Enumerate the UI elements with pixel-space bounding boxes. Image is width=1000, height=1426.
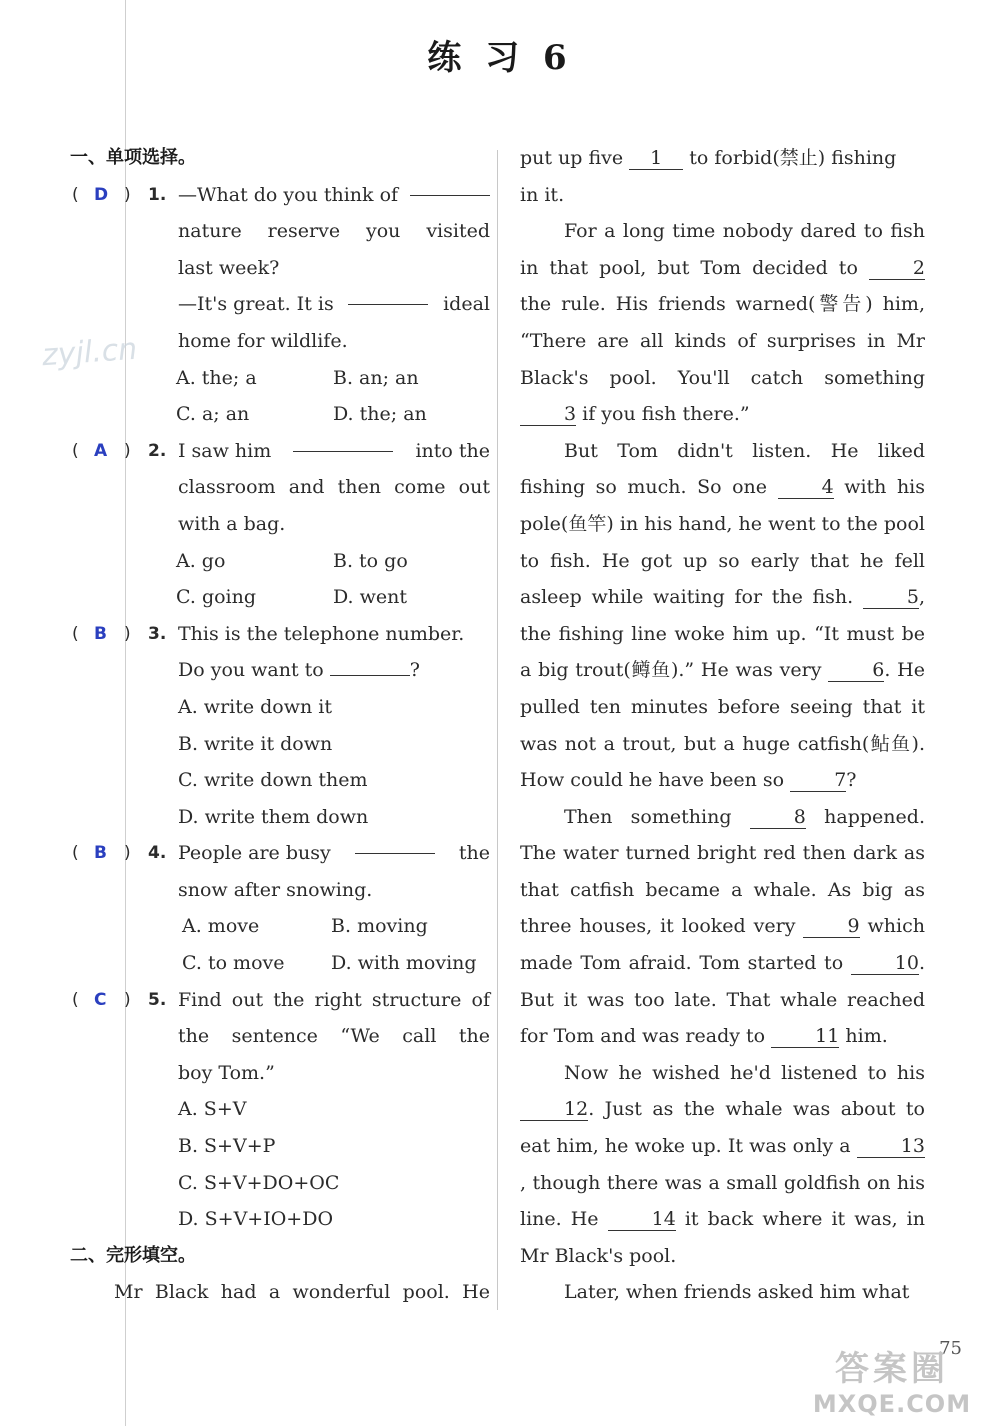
options-row <box>70 579 490 616</box>
question-text: People are busy <box>178 842 331 865</box>
section-heading-choice: 一、单项选择。 <box>70 147 196 168</box>
option-b: B. write it down <box>178 732 333 755</box>
passage-text: which made Tom afraid. Tom started to <box>520 915 925 975</box>
cloze-intro: Mr Black had a wonderful pool. He <box>114 1281 490 1304</box>
column-divider <box>497 150 498 1310</box>
option-d: D. S+V+IO+DO <box>178 1208 334 1231</box>
question-text: last week? <box>178 256 280 279</box>
cloze-blank: 9 <box>803 915 859 938</box>
option-b: B. moving <box>331 915 428 938</box>
answer-letter: C <box>94 989 107 1010</box>
cloze-blank: 3 <box>520 403 576 426</box>
question-3: ( B ) 3. This is the telephone number. Do you want to ? A. write down it B. write it down C. write down them D. write them down <box>70 616 490 836</box>
option-b: B. an; an <box>333 366 419 389</box>
question-text: —What do you think of <box>178 183 399 206</box>
option-d: D. went <box>333 586 408 609</box>
option-a: A. S+V <box>178 1098 247 1121</box>
cloze-blank: 5 <box>863 586 919 609</box>
left-column <box>70 140 490 1311</box>
watermark-logo-en: MXQE.COM <box>812 1390 972 1418</box>
question-text: into the <box>415 439 490 462</box>
question-text: —It's great. It is <box>178 293 334 316</box>
cloze-blank: 13 <box>857 1135 925 1158</box>
option-b: B. to go <box>333 549 408 572</box>
passage-text: . But it was too late. That whale reached for Tom and was ready to <box>520 952 925 1048</box>
cloze-blank: 2 <box>869 257 925 280</box>
option-a: A. write down it <box>178 695 332 718</box>
answer-blank <box>355 835 435 854</box>
passage-text: the rule. His friends warned(警告) him, “There are all kinds of surprises in Mr Black's pool. You'll catch something <box>520 293 925 389</box>
passage-text: happened. The water turned bright red then dark as that catfish became a whale. As big as three houses, it looked very <box>520 805 925 938</box>
question-text: This is the telephone number. <box>178 622 465 645</box>
option-d: D. the; an <box>333 403 427 426</box>
section-heading-cloze: 二、完形填空。 <box>70 1244 196 1266</box>
question-text: ? <box>409 659 420 682</box>
question-text: Find out the right structure of <box>178 988 490 1011</box>
answer-blank <box>348 286 428 305</box>
options-row <box>70 396 490 433</box>
passage-text: put up five <box>520 147 624 169</box>
question-4: ( B ) 4. People are busy the snow after snowing. <box>70 835 490 908</box>
watermark-logo <box>802 1341 982 1418</box>
answer-letter: D <box>94 184 109 205</box>
passage-text: , the fishing line woke him up. “It must be a big trout(鳟鱼).” He was very <box>520 586 925 682</box>
options-row <box>70 360 490 397</box>
options-row <box>70 945 490 982</box>
question-number: 4. <box>148 843 167 864</box>
question-text: I saw him <box>178 439 272 462</box>
passage-text: it back where it was, in Mr Black's pool. <box>520 1208 925 1267</box>
question-text: ideal <box>443 293 490 316</box>
question-number: 2. <box>148 440 167 461</box>
watermark-left: zyjl.cn <box>40 331 139 374</box>
passage-text: . He pulled ten minutes before seeing that it was not a trout, but a huge catfish(鲇鱼). How could he have been so <box>520 659 925 792</box>
question-text: snow after snowing. <box>178 878 373 901</box>
passage-text: to forbid(禁止) fishing <box>689 147 897 169</box>
answer-blank <box>293 433 393 452</box>
passage-text: if you fish there.” <box>582 403 750 426</box>
question-text: with a bag. <box>178 512 286 535</box>
option-d: D. with moving <box>331 952 477 975</box>
passage-text: Later, when friends asked him what <box>564 1281 910 1304</box>
cloze-blank: 4 <box>778 476 834 499</box>
option-a: A. go <box>176 549 226 572</box>
question-1: ( D ) 1. —What do you think of nature reserve you visited last week? —It's great. It is ideal home for wildlife. <box>70 177 490 360</box>
passage-paragraph <box>520 213 925 433</box>
cloze-blank: 11 <box>771 1025 839 1048</box>
passage-text: ? <box>846 769 857 792</box>
answer-letter: B <box>94 843 107 864</box>
answer-letter: A <box>94 440 108 461</box>
passage-paragraph <box>520 1055 925 1275</box>
question-number: 5. <box>148 989 167 1010</box>
passage-text: But Tom didn't listen. He liked fishing so much. So one <box>520 439 925 499</box>
passage-text: with his pole(鱼竿) in his hand, he went to the pool to fish. He got up so early that he fell asleep while waiting for the fish. <box>520 476 926 609</box>
question-number: 3. <box>148 623 167 644</box>
option-a: A. the; a <box>176 366 257 389</box>
options-row <box>70 908 490 945</box>
question-text: nature reserve you visited <box>178 220 490 243</box>
answer-blank <box>410 177 490 196</box>
option-c: C. to move <box>182 952 285 975</box>
option-b: B. S+V+P <box>178 1135 276 1158</box>
option-c: C. write down them <box>178 769 368 792</box>
question-text: Do you want to <box>178 659 324 682</box>
question-text: home for wildlife. <box>178 329 348 352</box>
option-c: C. a; an <box>176 403 250 426</box>
passage-text: , though there was a small goldfish on his line. He <box>520 1171 925 1231</box>
page-title: 练 习 6 <box>427 38 573 78</box>
question-text: boy Tom.” <box>178 1061 275 1084</box>
passage-paragraph <box>520 1274 925 1311</box>
passage-text: Then something <box>564 805 732 828</box>
right-column <box>520 140 925 1311</box>
passage-text: in it. <box>520 183 565 206</box>
cloze-blank: 7 <box>790 769 846 792</box>
question-text: the sentence “We call the <box>178 1025 490 1048</box>
passage-text: him. <box>845 1025 888 1048</box>
option-c: C. S+V+DO+OC <box>178 1171 340 1194</box>
question-number: 1. <box>148 184 167 205</box>
option-c: C. going <box>176 586 257 609</box>
passage-paragraph <box>520 799 925 1055</box>
passage-text: For a long time nobody dared to fish in that pool, but Tom decided to <box>520 220 925 279</box>
watermark-logo-cn: 答案圈 <box>835 1349 949 1389</box>
passage-text: . Just as the whale was about to eat him, he woke up. It was only a <box>520 1098 925 1158</box>
question-5: ( C ) 5. Find out the right structure of the sentence “We call the boy Tom.” A. S+V B. S+V+P C. S+V+DO+OC D. S+V+IO+DO <box>70 982 490 1238</box>
question-text: the <box>458 842 490 865</box>
cloze-blank: 10 <box>851 952 919 975</box>
cloze-blank: 1 <box>629 147 683 170</box>
page-number: 75 <box>939 1338 962 1359</box>
passage-paragraph <box>520 140 925 213</box>
passage-paragraph <box>520 433 925 799</box>
cloze-blank: 8 <box>750 806 806 829</box>
cloze-blank: 12 <box>520 1098 588 1121</box>
passage-text: Now he wished he'd listened to his <box>564 1061 925 1084</box>
option-a: A. move <box>182 915 260 938</box>
options-row <box>70 543 490 580</box>
question-text: classroom and then come out <box>178 476 490 499</box>
cloze-blank: 6 <box>828 659 884 682</box>
answer-blank <box>330 657 410 676</box>
question-2: ( A ) 2. I saw him into the classroom and then come out with a bag. <box>70 433 490 543</box>
cloze-blank: 14 <box>608 1208 676 1231</box>
option-d: D. write them down <box>178 805 369 828</box>
answer-letter: B <box>94 623 107 644</box>
